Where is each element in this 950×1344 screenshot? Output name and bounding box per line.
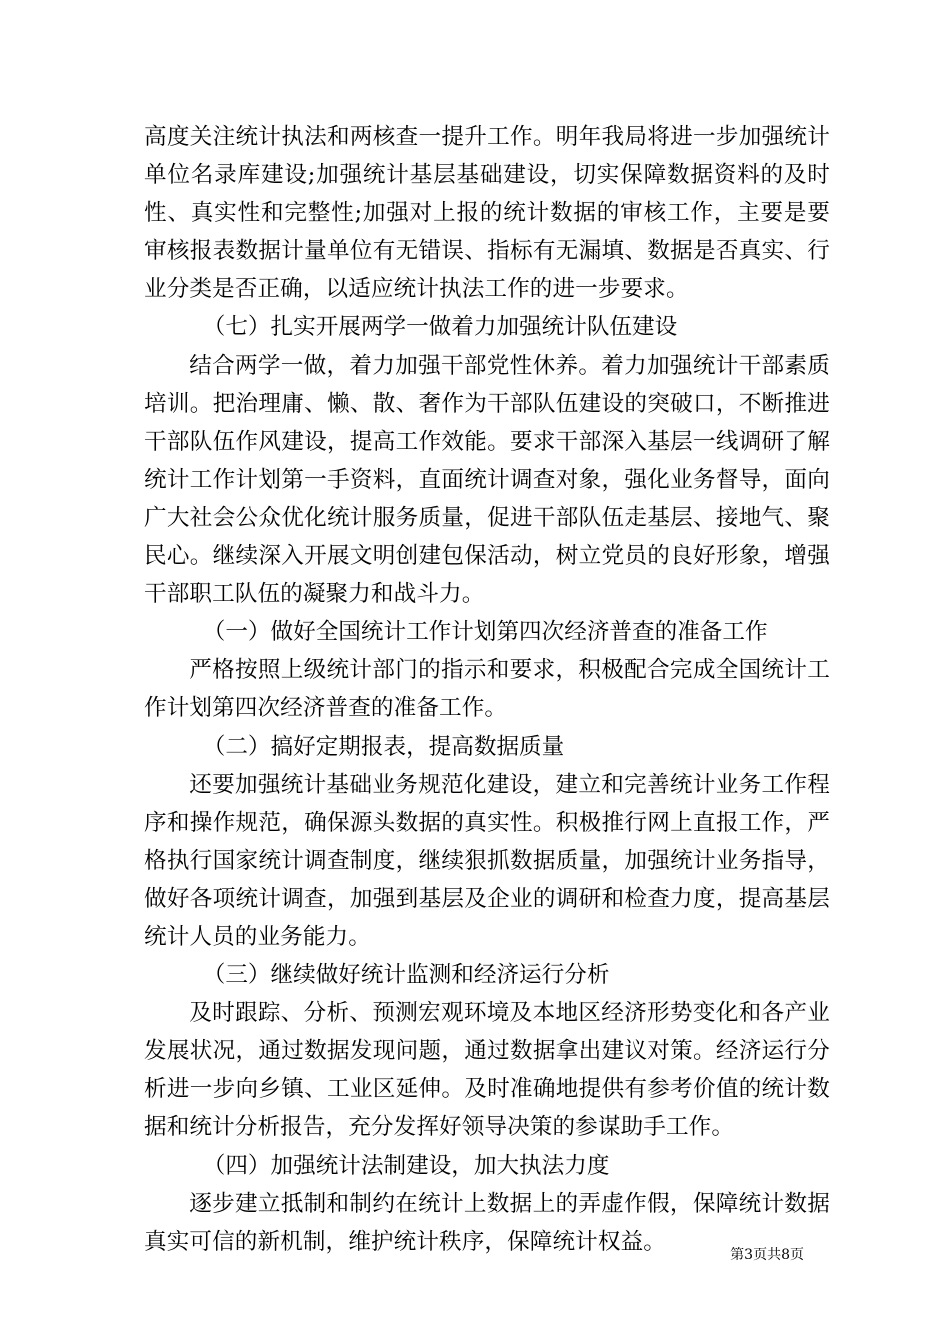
section-heading-4: （四）加强统计法制建设，加大执法力度	[202, 1152, 610, 1179]
section-heading-2: （二）搞好定期报表，提高数据质量	[202, 733, 565, 760]
document-body	[144, 118, 830, 1261]
paragraph-economic-analysis: 及时跟踪、分析、预测宏观环境及本地区经济形势变化和各产业发展状况，通过数据发现问题，通过数据拿出建议对策。经济运行分析进一步向乡镇、工业区延伸。及时准确地提供有参考价值的统计数据和统计分析报告，充分发挥好领导决策的参谋助手工作。	[144, 1000, 830, 1141]
section-heading-3: （三）继续做好统计监测和经济运行分析	[202, 962, 610, 989]
paragraph-team-building: 结合两学一做，着力加强干部党性休养。着力加强统计干部素质培训。把治理庸、懒、散、奢作为干部队伍建设的突破口，不断推进干部队伍作风建设，提高工作效能。要求干部深入基层一线调研了解统计工作计划第一手资料，直面统计调查对象，强化业务督导，面向广大社会公众优化统计服务质量，促进干部队伍走基层、接地气、聚民心。继续深入开展文明创建包保活动，树立党员的良好形象，增强干部职工队伍的凝聚力和战斗力。	[144, 352, 830, 608]
section-heading-1: （一）做好全国统计工作计划第四次经济普查的准备工作	[202, 619, 768, 646]
paragraph-statistics-law-enforcement: 高度关注统计执法和两核查一提升工作。明年我局将进一步加强统计单位名录库建设;加强统计基层基础建设，切实保障数据资料的及时性、真实性和完整性;加强对上报的统计数据的审核工作，主要是要审核报表数据计量单位有无错误、指标有无漏填、数据是否真实、行业分类是否正确，以适应统计执法工作的进一步要求。	[144, 124, 830, 303]
section-heading-7: （七）扎实开展两学一做着力加强统计队伍建设	[202, 314, 678, 341]
paragraph-periodic-reports: 还要加强统计基础业务规范化建设，建立和完善统计业务工作程序和操作规范，确保源头数据的真实性。积极推行网上直报工作，严格执行国家统计调查制度，继续狠抓数据质量，加强统计业务指导，做好各项统计调查，加强到基层及企业的调研和检查力度，提高基层统计人员的业务能力。	[144, 771, 830, 950]
page-number-footer: 第3页共8页	[730, 1247, 804, 1263]
paragraph-economic-census: 严格按照上级统计部门的指示和要求，积极配合完成全国统计工作计划第四次经济普查的准备工作。	[144, 657, 830, 722]
paragraph-legal-system: 逐步建立抵制和制约在统计上数据上的弄虚作假，保障统计数据真实可信的新机制，维护统计秩序，保障统计权益。	[144, 1190, 830, 1255]
